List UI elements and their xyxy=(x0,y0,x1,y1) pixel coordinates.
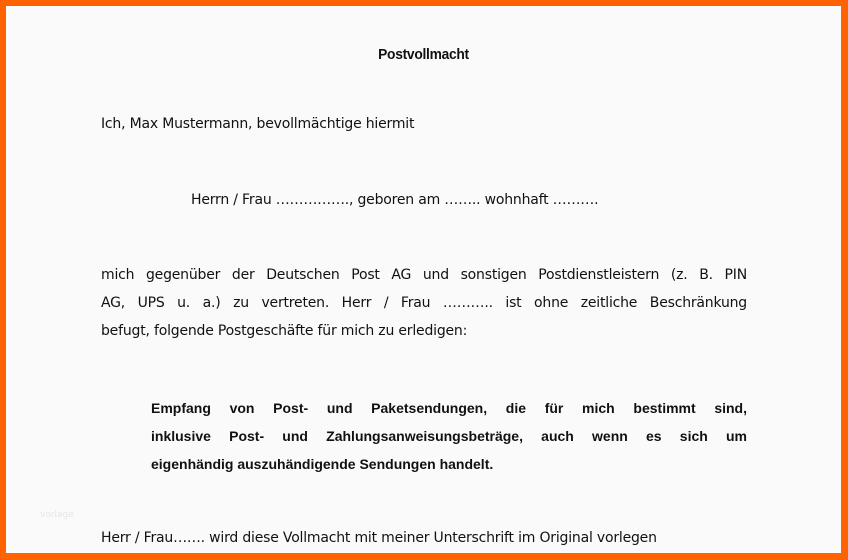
paragraph-line: mich gegenüber der Deutschen Post AG und sonstigen Postdienstleistern (z. B. PIN xyxy=(101,267,747,283)
proxy-details-line: Herrn / Frau ……………., geboren am …….. wohnhaft ………. xyxy=(191,192,599,208)
paragraph-line: befugt, folgende Postgeschäfte für mich zu erledigen: xyxy=(101,323,468,339)
footer-line: Herr / Frau……. wird diese Vollmacht mit meiner Unterschrift im Original vorlegen xyxy=(101,530,657,546)
watermark: vorlage xyxy=(40,510,74,520)
scope-paragraph xyxy=(101,261,747,345)
bold-line: Empfang von Post- und Paketsendungen, die für mich bestimmt sind, xyxy=(151,400,747,416)
document-page xyxy=(6,6,841,553)
intro-line: Ich, Max Mustermann, bevollmächtige hiermit xyxy=(101,116,415,132)
bold-line: inklusive Post- und Zahlungsanweisungsbeträge, auch wenn es sich um xyxy=(151,428,747,444)
authorized-tasks-paragraph xyxy=(151,394,747,478)
paragraph-line: AG, UPS u. a.) zu vertreten. Herr / Frau ……….. ist ohne zeitliche Beschränkung xyxy=(101,295,747,311)
bold-line: eigenhändig auszuhändigende Sendungen handelt. xyxy=(151,456,494,472)
document-title: Postvollmacht xyxy=(378,46,469,63)
